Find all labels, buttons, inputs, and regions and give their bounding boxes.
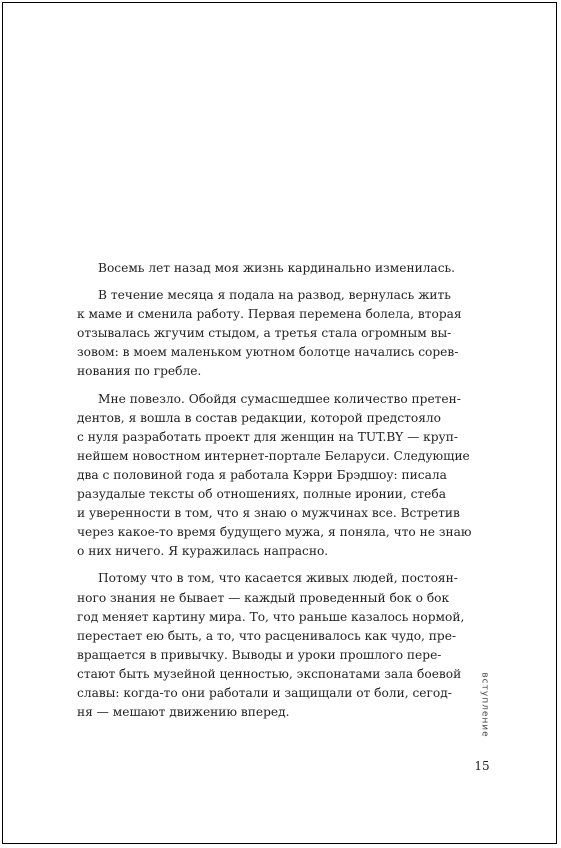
text-line: Восемь лет назад моя жизнь кардинально изменилась. — [98, 261, 456, 275]
text-line: разудалые тексты об отношениях, полные иронии, стеба — [77, 487, 446, 502]
text-line: ня — мешают движению вперед. — [77, 705, 290, 720]
text-line: нейшем новостном интернет-портале Беларуси. Следующие — [77, 448, 470, 463]
body-text — [77, 259, 472, 730]
paragraph-2 — [77, 286, 462, 381]
text-line: Потому что в том, что касается живых людей, постоян- — [98, 571, 458, 586]
text-line: дентов, я вошла в состав редакции, которой предстояло — [77, 410, 441, 425]
text-line: с нуля разработать проект для женщин на TUT.BY — круп- — [77, 429, 458, 444]
text-line: вращается в привычку. Выводы и уроки прошлого пере- — [77, 647, 442, 662]
text-line: В течение месяца я подала на развод, вернулась жить — [98, 288, 451, 303]
text-line: и уверенности в том, что я знаю о мужчинах все. Встретив — [77, 506, 460, 521]
text-line: к маме и сменила работу. Первая перемена болела, вторая — [77, 307, 462, 322]
text-line: два с половиной года я работала Кэрри Брэдшоу: писала — [77, 467, 447, 482]
text-line: отзывалась жгучим стыдом, а третья стала огромным вы- — [77, 326, 452, 341]
text-line: о них ничего. Я куражилась напрасно. — [77, 544, 329, 559]
paragraph-3 — [77, 390, 472, 562]
paragraph-1 — [77, 259, 456, 278]
text-line: нования по гребле. — [77, 364, 202, 379]
text-line: год меняет картину мира. То, что раньше казалось нормой, — [77, 609, 465, 624]
text-line: славы: когда-то они работали и защищали от боли, сегод- — [77, 685, 452, 700]
text-line: через какое-то время будущего мужа, я поняла, что не знаю — [77, 525, 472, 540]
book-page — [2, 2, 557, 844]
page-number: 15 — [474, 759, 490, 773]
running-head — [475, 665, 495, 745]
text-line: стают быть музейной ценностью, экспонатами зала боевой — [77, 666, 462, 681]
text-line: зовом: в моем маленьком уютном болотце начались сорев- — [77, 345, 459, 360]
text-line: Мне повезло. Обойдя сумасшедшее количество претен- — [98, 391, 461, 406]
text-line: перестает ею быть, а то, что расценивалось как чудо, пре- — [77, 628, 457, 643]
running-head-label: вступление — [480, 672, 491, 738]
text-line: ного знания не бывает — каждый проведенный бок о бок — [77, 590, 450, 605]
paragraph-4 — [77, 569, 465, 722]
